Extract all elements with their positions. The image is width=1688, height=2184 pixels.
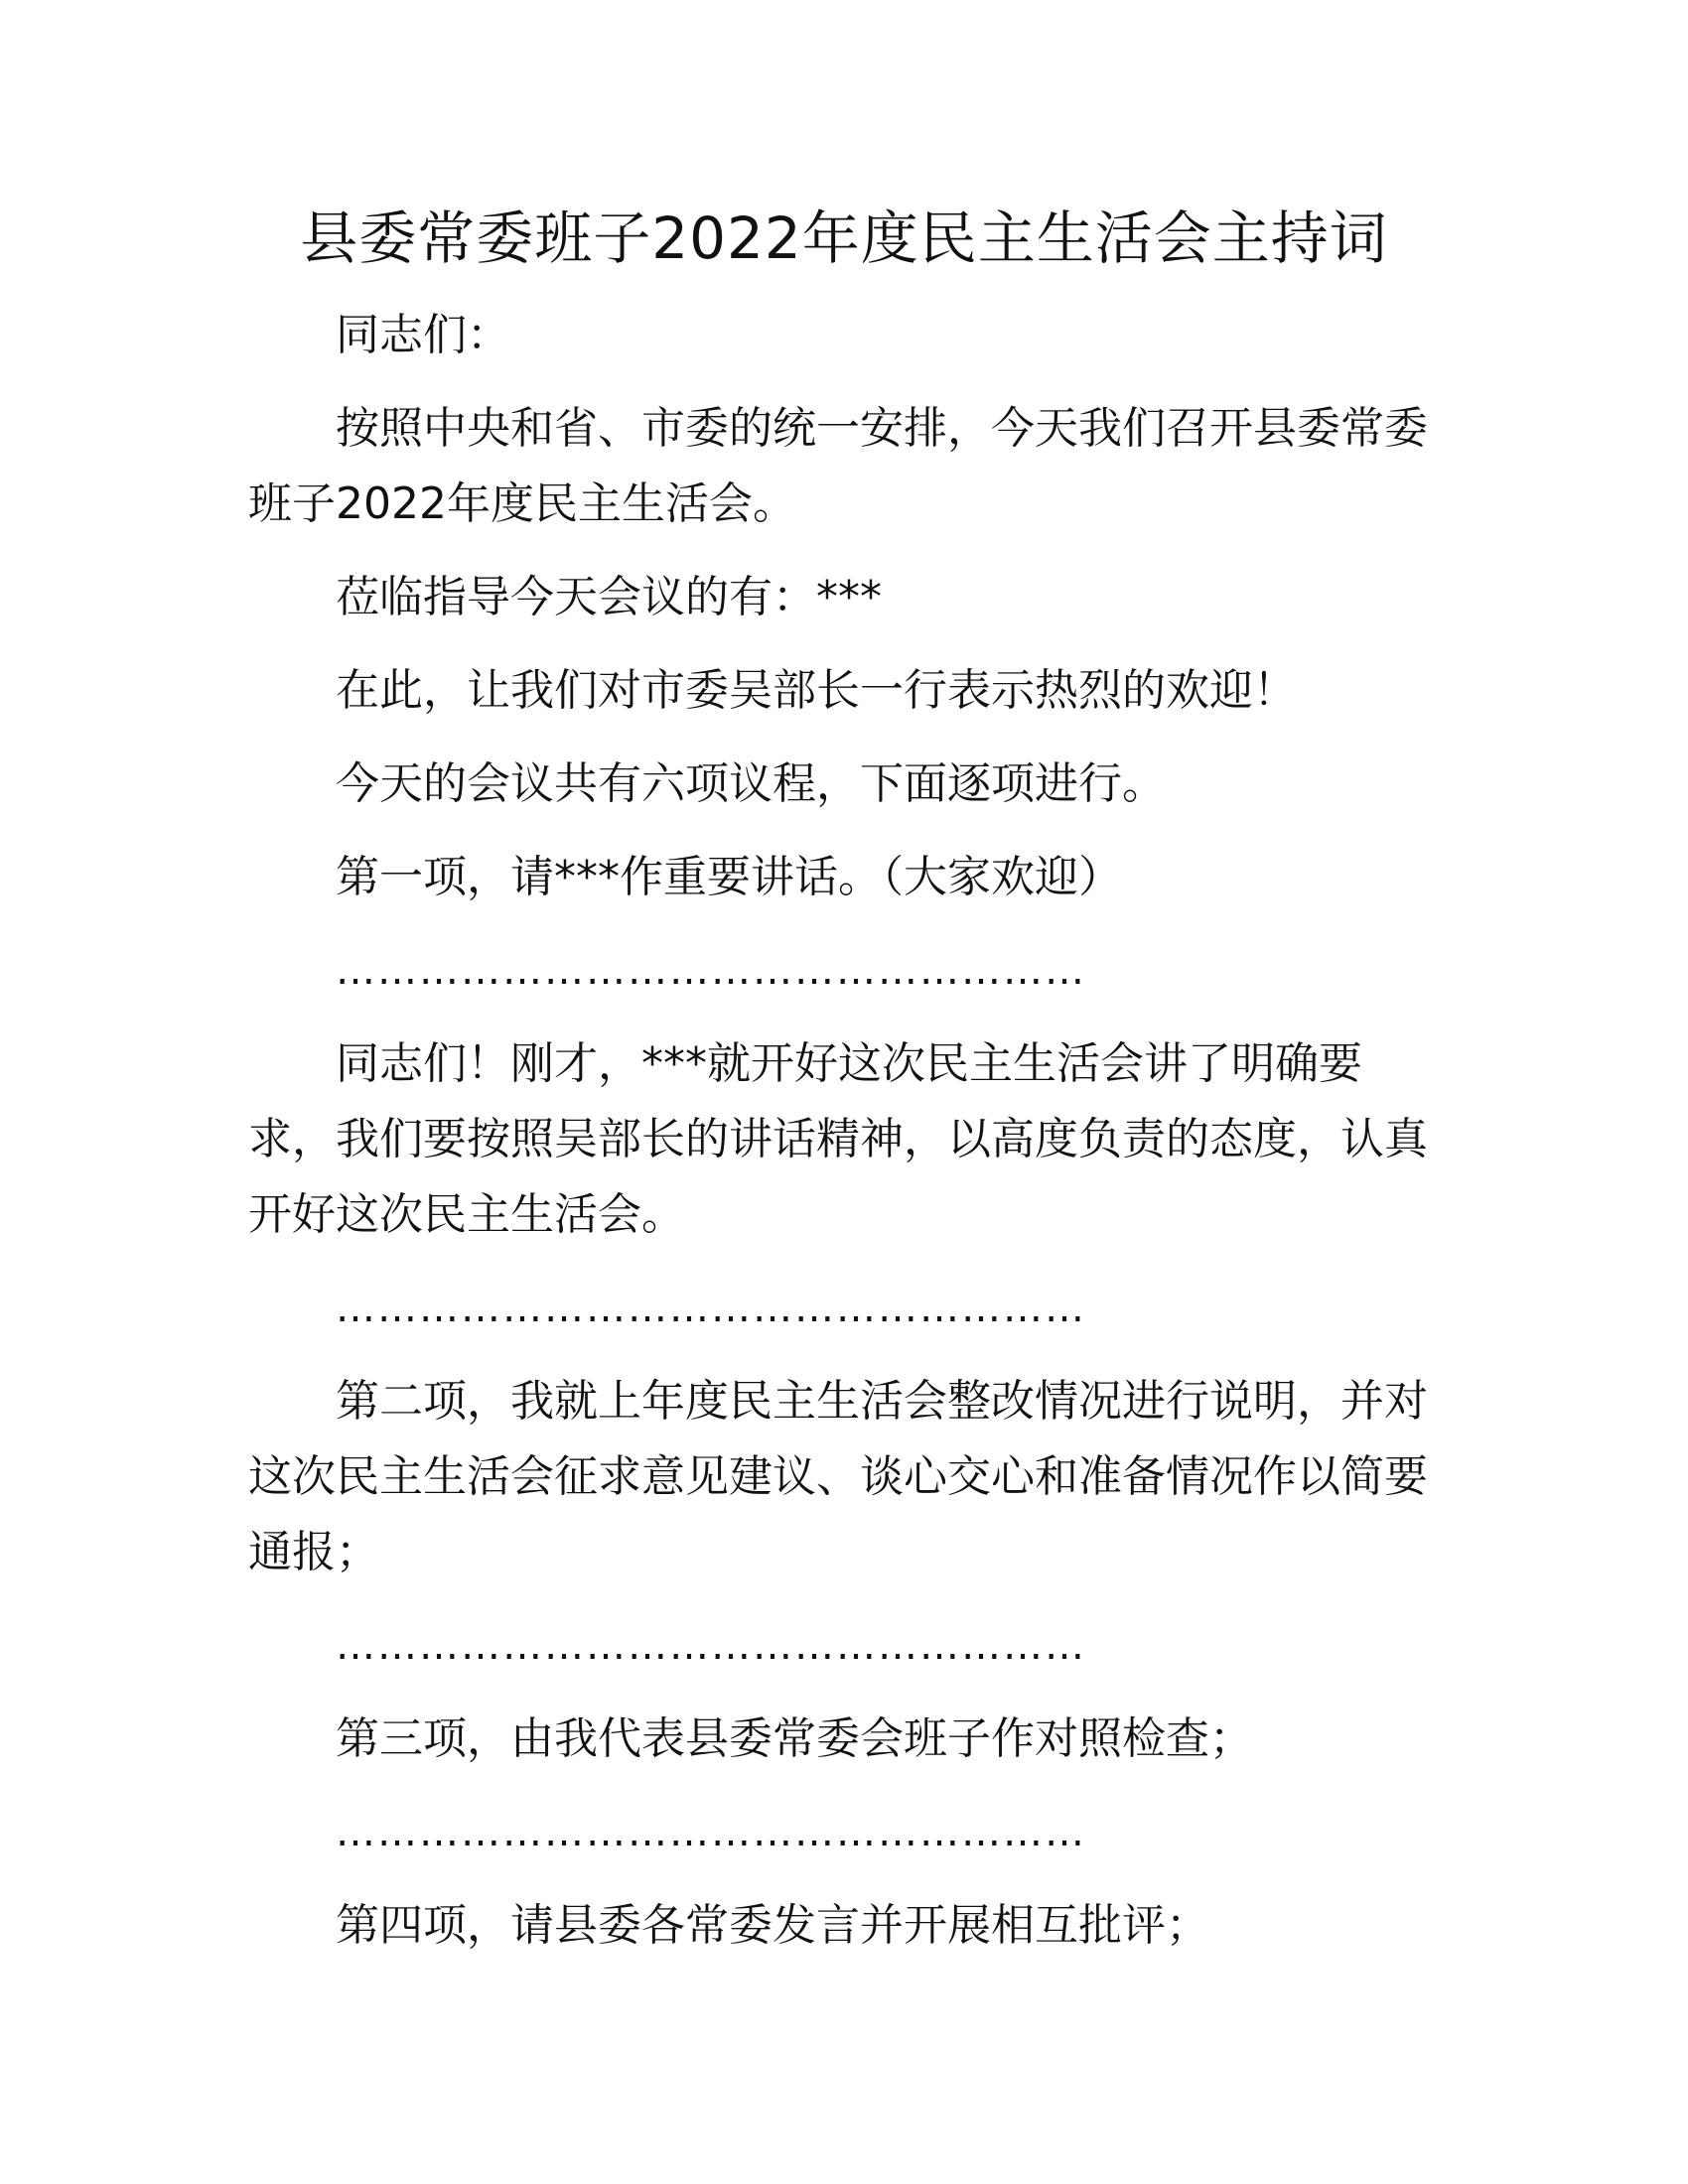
document-body [248,298,1440,1964]
paragraph: 同志们！刚才，***就开好这次民主生活会讲了明确要求，我们要按照吴部长的讲话精神，以高度负责的态度，认真开好这次民主生活会。 [248,1038,1428,1240]
paragraph: 第四项，请县委各常委发言并开展相互批评； [336,1900,1209,1951]
document-title: 县委常委班子2022年度民主生活会主持词 [300,205,1388,272]
paragraph: 在此，让我们对市委吴部长一行表示热烈的欢迎！ [336,665,1297,716]
ellipsis-separator: ……………………………………………… [336,1810,1086,1855]
ellipsis-separator: ……………………………………………… [336,948,1086,994]
ellipsis-separator: ……………………………………………… [336,1623,1086,1669]
paragraph: 莅临指导今天会议的有：*** [336,572,882,622]
paragraph: 按照中央和省、市委的统一安排，今天我们召开县委常委班子2022年度民主生活会。 [248,403,1428,529]
paragraph: 第一项，请***作重要讲话。（大家欢迎） [336,852,1122,902]
ellipsis-separator: ……………………………………………… [336,1286,1086,1331]
paragraph: 今天的会议共有六项议程，下面逐项进行。 [336,758,1166,809]
paragraph: 同志们： [336,310,510,360]
paragraph: 第二项，我就上年度民主生活会整改情况进行说明，并对这次民主生活会征求意见建议、谈心交心和准备情况作以简要通报； [248,1376,1428,1577]
paragraph: 第三项，由我代表县委常委会班子作对照检查； [336,1713,1253,1764]
